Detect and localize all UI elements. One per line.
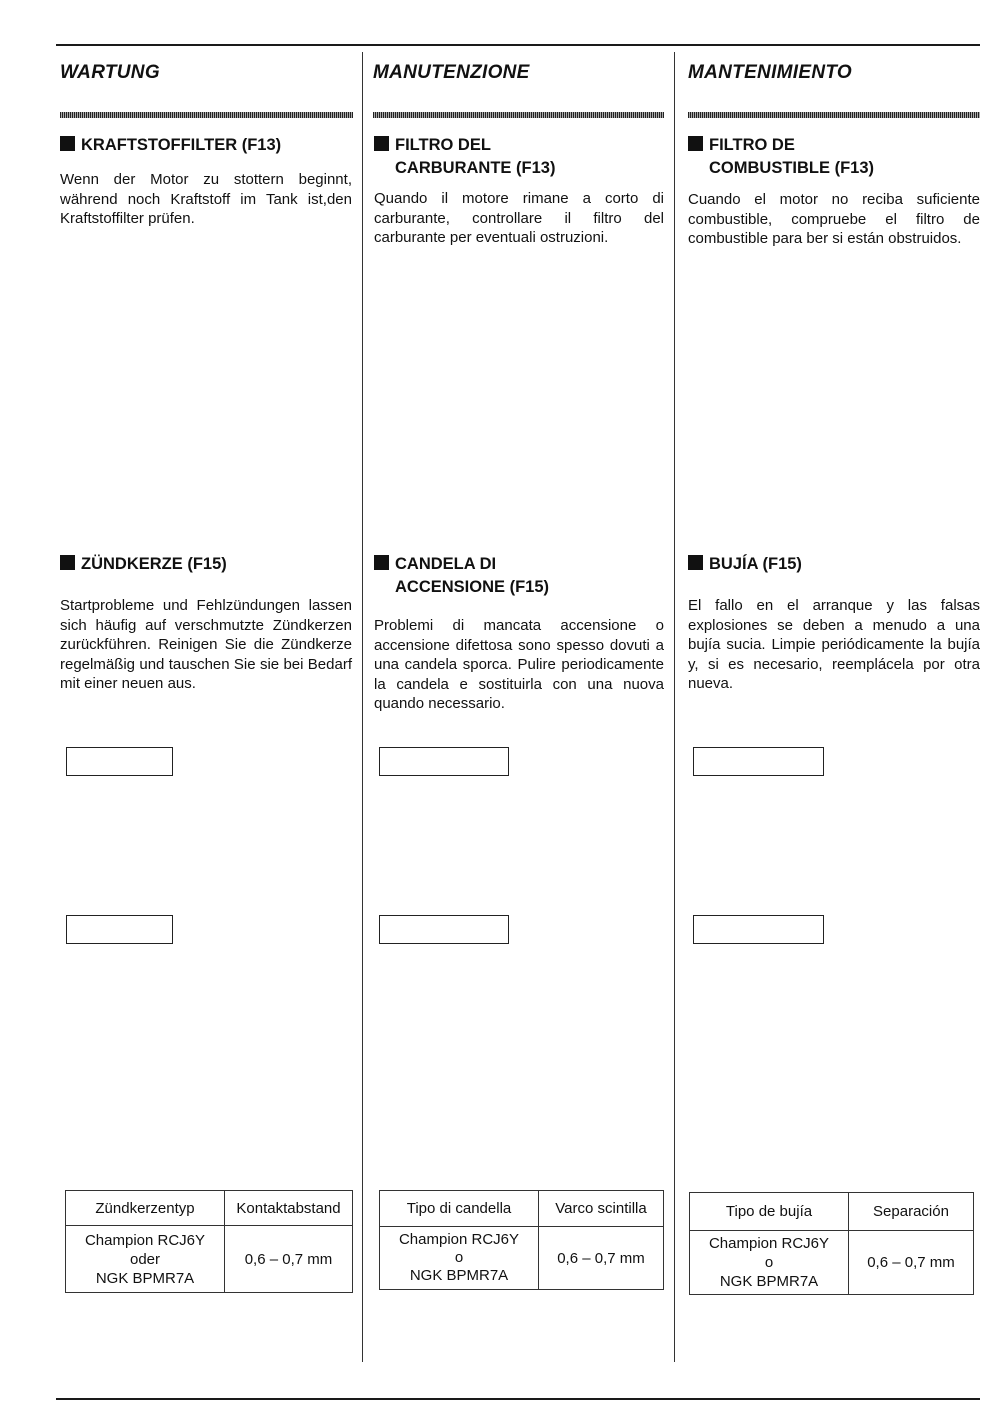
table-cell-gap: 0,6 – 0,7 mm — [539, 1227, 664, 1290]
section-heading-fuel-filter — [688, 134, 980, 180]
spark-plug-text: El fallo en el arranque y las falsas explosiones se deben a menudo a una bujía sucia. Limpie periódicamente la bujía y, si es necesario, reemplácela por otra nueva. — [688, 597, 980, 692]
table-header-type: Tipo de bujía — [690, 1193, 849, 1231]
table-cell-plug-type — [690, 1231, 849, 1295]
figure-reference: (F13) — [834, 159, 875, 177]
column-title: MANUTENZIONE — [373, 62, 530, 83]
blank-label-box — [693, 915, 824, 944]
table-header-gap: Kontaktabstand — [225, 1191, 353, 1226]
table-header-type: Zündkerzentyp — [66, 1191, 225, 1226]
blank-label-box — [693, 747, 824, 776]
plug-type-line: o — [764, 1254, 774, 1271]
heading-text: FILTRO DEL — [395, 136, 491, 154]
fuel-filter-text: Quando il motore rimane a corto di carburante, controllare il filtro del carburante per eventuali ostruzioni. — [374, 190, 664, 246]
plug-type-line: Champion RCJ6Y — [398, 1231, 520, 1248]
plug-type-line: Champion RCJ6Y — [84, 1231, 206, 1249]
table-header-type: Tipo di candella — [380, 1191, 539, 1227]
spark-plug-text: Problemi di mancata accensione o accensione difettosa sono spesso dovuti a una candela sporca. Pulire periodicamente la candela e sostituirla con una nuova quando necessario. — [374, 617, 664, 712]
heading-text: COMBUSTIBLE — [709, 159, 830, 177]
section-divider-bar — [688, 112, 980, 118]
figure-reference: (F15) — [762, 555, 802, 573]
plug-type-line: NGK BPMR7A — [95, 1269, 195, 1287]
fuel-filter-text: Wenn der Motor zu stottern beginnt, während noch Kraftstoff im Tank ist,den Kraftstoffilter prüfen. — [60, 171, 352, 227]
table-cell-gap: 0,6 – 0,7 mm — [849, 1231, 974, 1295]
bullet-square-icon — [688, 555, 703, 570]
figure-reference: (F15) — [187, 555, 227, 573]
bullet-square-icon — [688, 136, 703, 151]
spark-plug-spec-table — [689, 1192, 974, 1295]
heading-text: BUJÍA — [709, 555, 758, 573]
table-header-gap: Varco scintilla — [539, 1191, 664, 1227]
plug-type-line: o — [454, 1249, 464, 1266]
plug-type-line: Champion RCJ6Y — [708, 1235, 830, 1252]
heading-text: FILTRO DE — [709, 136, 795, 154]
section-heading-spark-plug — [688, 553, 980, 576]
heading-text: ACCENSIONE — [395, 578, 506, 596]
figure-reference: (F13) — [241, 136, 282, 154]
plug-type-line: NGK BPMR7A — [719, 1273, 819, 1290]
heading-text: ZÜNDKERZE — [81, 555, 183, 573]
fuel-filter-text: Cuando el motor no reciba suficiente combustible, compruebe el filtro de combustible para ber si están obstruidos. — [688, 191, 980, 247]
column-title: WARTUNG — [60, 62, 160, 83]
heading-text: CANDELA DI — [395, 555, 497, 573]
figure-reference: (F15) — [509, 578, 550, 596]
plug-type-line: NGK BPMR7A — [409, 1267, 509, 1284]
heading-text: KRAFTSTOFFILTER — [81, 136, 238, 154]
plug-type-line: oder — [129, 1250, 161, 1268]
spark-plug-text: Startprobleme und Fehlzündungen lassen sich häufig auf verschmutzte Zündkerzen zurückführen. Reinigen Sie die Zündkerze regelmäßig und tauschen Sie sie bei Bedarf mit einer neuen aus. — [60, 597, 352, 692]
heading-text: CARBURANTE — [395, 159, 512, 177]
column-title: MANTENIMIENTO — [688, 62, 852, 83]
table-cell-gap: 0,6 – 0,7 mm — [225, 1226, 353, 1293]
table-header-gap: Separación — [849, 1193, 974, 1231]
figure-reference: (F13) — [516, 159, 556, 177]
